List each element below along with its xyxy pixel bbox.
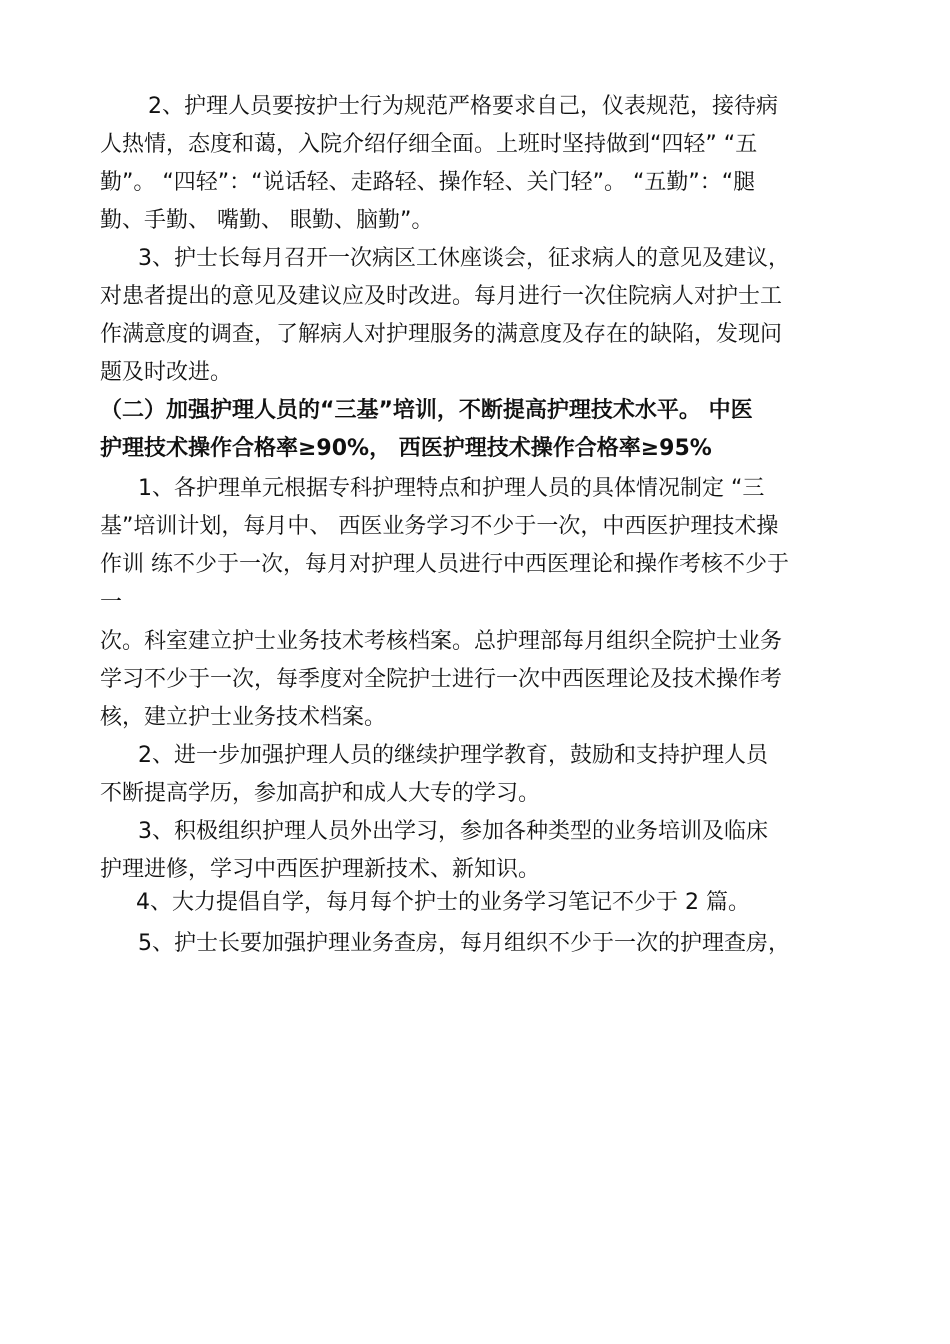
paragraph-line: 作训 练不少于一次，每月对护理人员进行中西医理论和操作考核不少于 <box>100 552 789 577</box>
paragraph-line: 人热情，态度和蔼，入院介绍仔细全面。上班时坚持做到“四轻” “五 <box>100 132 758 157</box>
section-heading-line: （二）加强护理人员的“三基”培训，不断提高护理技术水平。 中医 <box>100 398 753 423</box>
section-heading-line: 护理技术操作合格率≥90%， 西医护理技术操作合格率≥95% <box>100 436 712 461</box>
paragraph-line: 题及时改进。 <box>100 360 233 385</box>
paragraph-line: 一 <box>100 590 123 615</box>
paragraph-line: 作满意度的调查，了解病人对护理服务的满意度及存在的缺陷，发现问 <box>100 322 783 347</box>
paragraph-line: 3、积极组织护理人员外出学习，参加各种类型的业务培训及临床 <box>138 819 768 844</box>
paragraph-line: 3、护士长每月召开一次病区工休座谈会，征求病人的意见及建议， <box>138 246 790 271</box>
paragraph-line: 1、各护理单元根据专科护理特点和护理人员的具体情况制定 “三 <box>138 476 765 501</box>
paragraph-line: 学习不少于一次，每季度对全院护士进行一次中西医理论及技术操作考 <box>100 667 783 692</box>
paragraph-line: 4、大力提倡自学，每月每个护士的业务学习笔记不少于 2 篇。 <box>136 890 750 915</box>
paragraph-line: 基”培训计划，每月中、 西医业务学习不少于一次，中西医护理技术操 <box>100 514 779 539</box>
paragraph-line: 勤”。 “四轻”：“说话轻、走路轻、操作轻、关门轻”。 “五勤”：“腿 <box>100 170 756 195</box>
paragraph-line: 对患者提出的意见及建议应及时改进。每月进行一次住院病人对护士工 <box>100 284 783 309</box>
paragraph-line: 核，建立护士业务技术档案。 <box>100 705 387 730</box>
paragraph-line: 5、护士长要加强护理业务查房，每月组织不少于一次的护理查房， <box>138 931 790 956</box>
paragraph-line: 护理进修，学习中西医护理新技术、新知识。 <box>100 857 541 882</box>
paragraph-line: 2、进一步加强护理人员的继续护理学教育，鼓励和支持护理人员 <box>138 743 768 768</box>
paragraph-line: 不断提高学历，参加高护和成人大专的学习。 <box>100 781 541 806</box>
paragraph-line: 2、护理人员要按护士行为规范严格要求自己，仪表规范，接待病 <box>148 94 778 119</box>
paragraph-line: 次。科室建立护士业务技术考核档案。总护理部每月组织全院护士业务 <box>100 629 783 654</box>
paragraph-line: 勤、手勤、 嘴勤、 眼勤、脑勤”。 <box>100 208 434 233</box>
